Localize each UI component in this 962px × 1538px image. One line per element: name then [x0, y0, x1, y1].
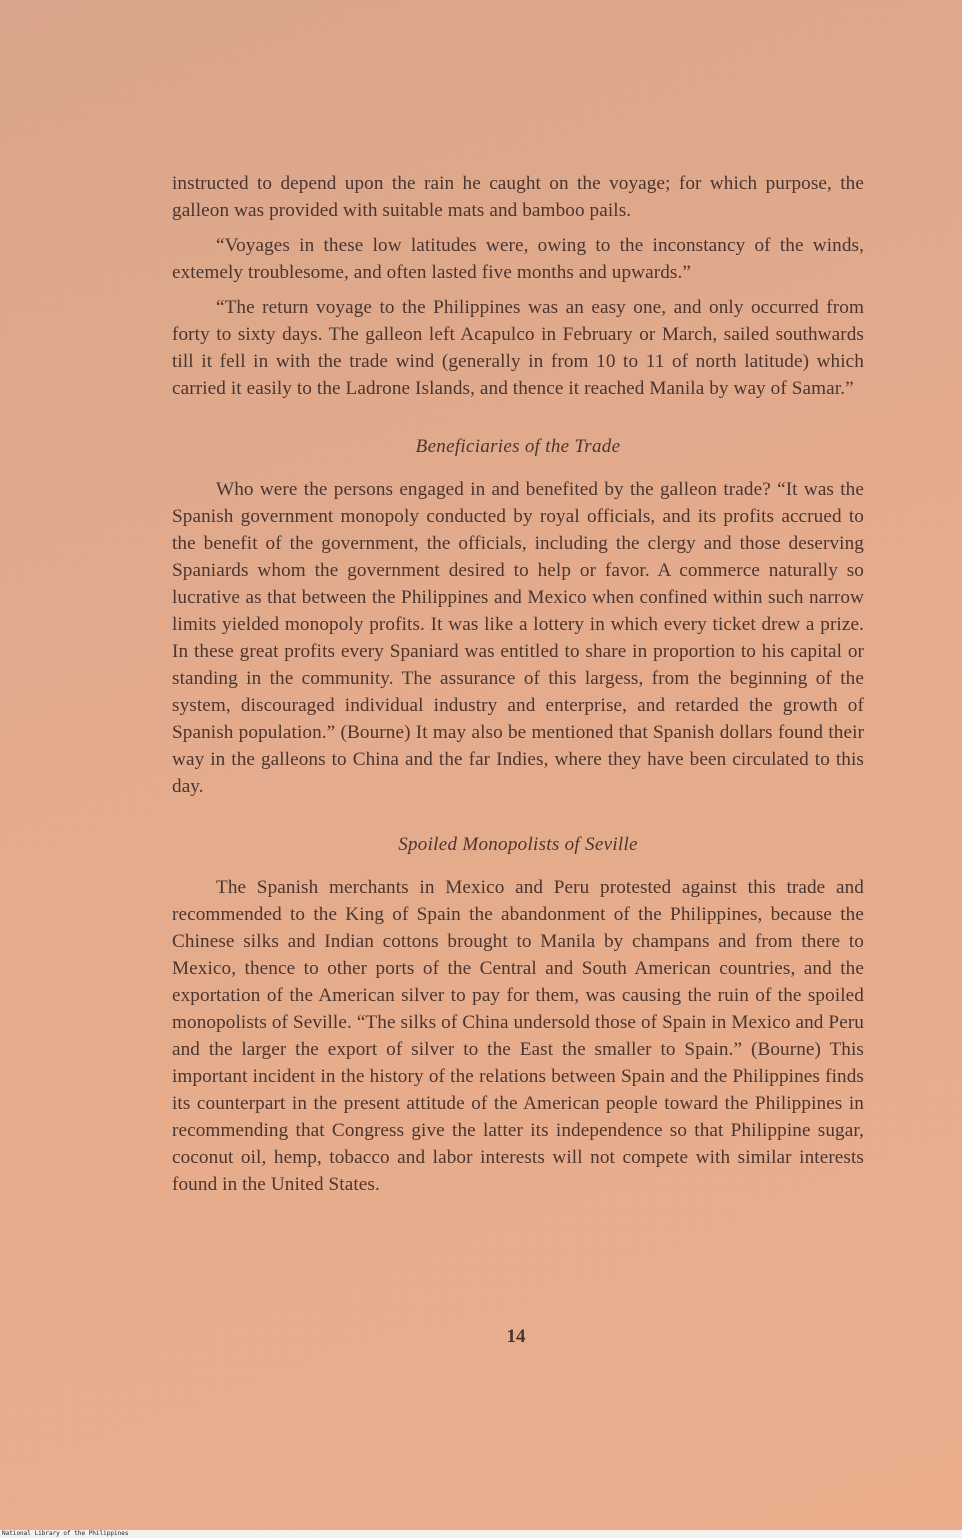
page-body	[172, 170, 864, 1198]
heading-seville: Spoiled Monopolists of Seville	[398, 834, 638, 855]
heading-beneficiaries: Beneficiaries of the Trade	[415, 436, 621, 457]
paragraph-return-voyage: “The return voyage to the Philippines was an easy one, and only occurred from forty to sixty days. The galleon left Acapulco in February or March, sailed southwards till it fell in with the trade wind (generally in from 10 to 11 of north latitude) which carried it easily to the Ladrone Islands, and thence it reached Manila by way of Samar.”	[172, 297, 864, 399]
paragraph-seville: The Spanish merchants in Mexico and Peru protested against this trade and recommended to the King of Spain the abandonment of the Philippines, because the Chinese silks and Indian cottons brought to Manila by champans and from there to Mexico, thence to other ports of the Central and South American countries, and the exportation of the American silver to pay for them, was causing the ruin of the spoiled monopolists of Seville. “The silks of China undersold those of Spain in Mexico and Peru and the larger the export of silver to the East the smaller to Spain.” (Bourne) This important incident in the history of the relations between Spain and the Philippines finds its counterpart in the present attitude of the American people toward the Philippines in recommending that Congress give the latter its independence so that Philippine sugar, coconut oil, hemp, tobacco and labor interests will not compete with similar interests found in the United States.	[172, 877, 864, 1195]
page-number: 14	[506, 1326, 526, 1347]
paragraph-rain-supply: instructed to depend upon the rain he caught on the voyage; for which purpose, the galleon was provided with suitable mats and bamboo pails.	[172, 173, 864, 221]
library-credit: National Library of the Philippines	[0, 1530, 962, 1538]
paragraph-beneficiaries: Who were the persons engaged in and benefited by the galleon trade? “It was the Spanish government monopoly conducted by royal officials, and its profits accrued to the benefit of the government, the officials, including the clergy and those deserving Spaniards whom the government desired to help or favor. A commerce naturally so lucrative as that between the Philippines and Mexico when confined within such narrow limits yielded monopoly profits. It was like a lottery in which every ticket drew a prize. In these great profits every Spaniard was entitled to share in proportion to his capital or standing in the community. The assurance of this largess, from the beginning of the system, discouraged individual industry and enterprise, and retarded the growth of Spanish population.” (Bourne) It may also be mentioned that Spanish dollars found their way in the galleons to China and the far Indies, where they have been circulated to this day.	[172, 479, 864, 797]
paragraph-voyage-latitudes: “Voyages in these low latitudes were, owing to the inconstancy of the winds, extemely troublesome, and often lasted five months and upwards.”	[172, 235, 864, 283]
